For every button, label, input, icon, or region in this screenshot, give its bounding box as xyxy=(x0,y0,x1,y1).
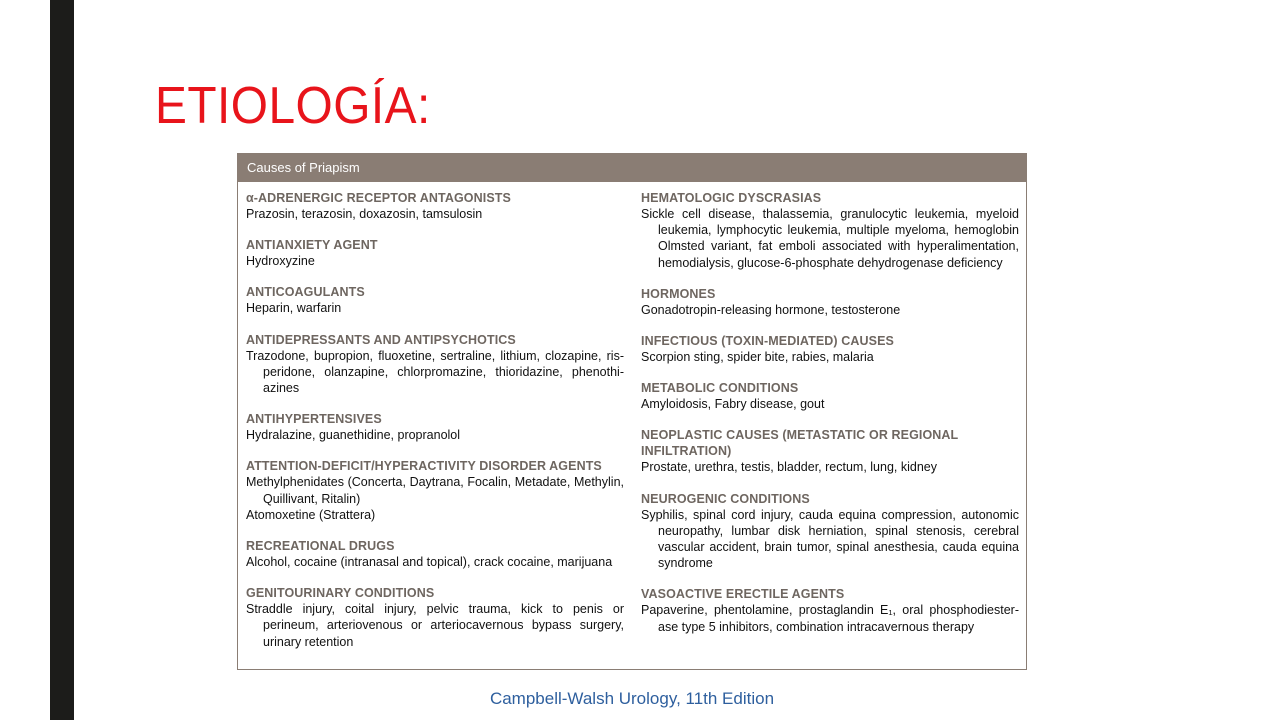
citation xyxy=(0,689,1264,709)
section-heading: ATTENTION-DEFICIT/HYPERACTIVITY DISORDER AGENTS xyxy=(246,459,602,474)
section-item: Atomoxetine (Strattera) xyxy=(246,507,376,522)
section-heading: HEMATOLOGIC DYSCRASIAS xyxy=(641,191,822,205)
right-column xyxy=(641,190,1019,650)
section-item: Alcohol, cocaine (intranasal and topical), crack cocaine, marijuana xyxy=(246,555,613,570)
table-header: Causes of Priapism xyxy=(238,154,1026,182)
section-heading: VASOACTIVE ERECTILE AGENTS xyxy=(641,587,845,602)
section-heading: NEUROGENIC CONDITIONS xyxy=(641,491,810,506)
left-accent-bar xyxy=(50,0,74,720)
cause-section xyxy=(246,411,624,443)
cause-section xyxy=(641,586,1019,634)
section-heading: α-ADRENERGIC RECEPTOR ANTAGONISTS xyxy=(246,191,511,205)
section-heading: ANTICOAGULANTS xyxy=(246,285,365,300)
cause-section xyxy=(246,332,624,397)
left-column xyxy=(246,190,624,665)
section-item: Trazodone, bupropion, fluoxetine, sertraline, lithium, clozapine, risperidone, olanzapine, chlorpromazine, thioridazine, phenothiazines xyxy=(246,348,624,396)
section-heading: GENITOURINARY CONDITIONS xyxy=(246,586,435,601)
section-item: Prazosin, terazosin, doxazosin, tamsulosin xyxy=(246,207,483,221)
section-heading: ANTIDEPRESSANTS AND ANTIPSYCHOTICS xyxy=(246,332,516,347)
cause-section xyxy=(246,237,624,269)
cause-section xyxy=(246,538,624,570)
table-body xyxy=(238,182,1026,669)
cause-section xyxy=(641,427,1019,475)
priapism-causes-table xyxy=(237,153,1027,670)
section-heading: NEOPLASTIC CAUSES (METASTATIC OR REGIONAL INFILTRATION) xyxy=(641,428,959,459)
cause-section xyxy=(246,190,624,222)
section-item: Scorpion sting, spider bite, rabies, malaria xyxy=(641,350,874,365)
cause-section xyxy=(641,286,1019,318)
section-heading: ANTIHYPERTENSIVES xyxy=(246,412,382,427)
cause-section xyxy=(641,380,1019,412)
section-item: Hydroxyzine xyxy=(246,254,315,269)
cause-section xyxy=(246,458,624,523)
section-item: Heparin, warfarin xyxy=(246,301,342,316)
section-item: Methylphenidates (Concerta, Daytrana, Focalin, Metadate, Methylin, Quillivant, Ritalin) xyxy=(246,475,624,506)
section-heading: HORMONES xyxy=(641,286,716,301)
section-item: Hydralazine, guanethidine, propranolol xyxy=(246,428,461,443)
section-item: Papaverine, phentolamine, prostaglandin E₁, oral phosphodiesterase type 5 inhibitors, combination intracavernous therapy xyxy=(641,603,1019,634)
section-heading: RECREATIONAL DRUGS xyxy=(246,539,395,554)
section-item: Syphilis, spinal cord injury, cauda equina compression, autonomic neuropathy, lumbar disk herniation, spinal stenosis, cerebral vascular accident, brain tumor, spinal anesthesia, cauda equina syndrome xyxy=(641,507,1019,571)
slide-title: ETIOLOGÍA: xyxy=(155,77,431,135)
section-heading: METABOLIC CONDITIONS xyxy=(641,381,799,396)
section-item: Amyloidosis, Fabry disease, gout xyxy=(641,397,825,412)
cause-section xyxy=(641,333,1019,365)
section-item: Sickle cell disease, thalassemia, granulocytic leukemia, myeloid leukemia, lymphocytic leukemia, multiple myeloma, hemoglobin Olmsted variant, fat emboli associated with hyperalimentation, hemodialysis, glucose-6-phosphate dehydrogenase deficiency xyxy=(641,207,1019,270)
section-item: Prostate, urethra, testis, bladder, rectum, lung, kidney xyxy=(641,460,937,475)
cause-section xyxy=(641,491,1019,572)
section-item: Straddle injury, coital injury, pelvic trauma, kick to penis or perineum, arteriovenous or arteriocavernous bypass surgery, urinary retention xyxy=(246,602,624,649)
cause-section xyxy=(641,190,1019,271)
cause-section xyxy=(246,284,624,316)
cause-section xyxy=(246,585,624,650)
citation-text: Campbell-Walsh Urology, 11th Edition xyxy=(489,689,775,708)
section-heading: ANTIANXIETY AGENT xyxy=(246,238,378,253)
section-heading: INFECTIOUS (TOXIN-MEDIATED) CAUSES xyxy=(641,334,894,349)
section-item: Gonadotropin-releasing hormone, testosterone xyxy=(641,302,901,317)
